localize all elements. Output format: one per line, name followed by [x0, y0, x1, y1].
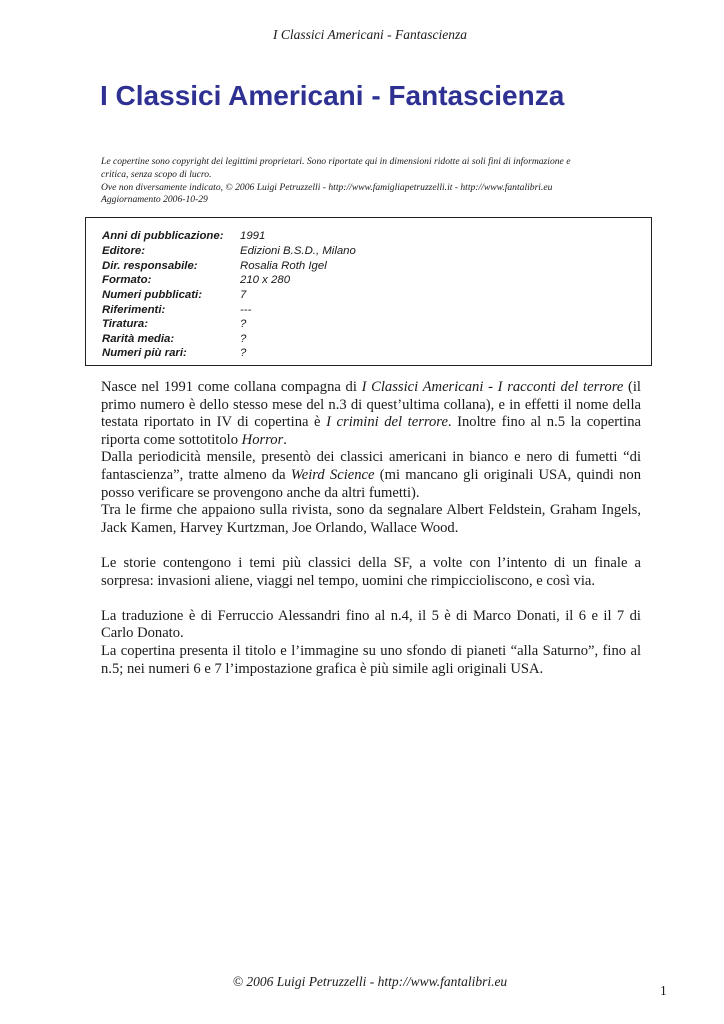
series-title: Weird Science	[290, 466, 375, 483]
info-label: Riferimenti:	[102, 304, 166, 316]
info-value: ?	[240, 318, 247, 330]
info-label: Dir. responsabile:	[102, 260, 198, 272]
page-footer: © 2006 Luigi Petruzzelli - http://www.fantalibri.eu	[232, 974, 508, 989]
page-number: 1	[660, 983, 667, 998]
paragraph-authors: Tra le firme che appaiono sulla rivista, sono da segnalare Albert Feldstein, Graham Ingels, Jack Kamen, Harvey Kurtzman, Joe Orlando, Wallace Wood.	[101, 502, 641, 536]
series-title: I crimini del terrore	[326, 414, 448, 431]
info-label: Editore:	[102, 245, 146, 257]
paragraph-periodicity	[101, 449, 641, 502]
text-run: Nasce nel 1991 come collana compagna di	[101, 379, 362, 395]
info-label: Tiratura:	[102, 318, 148, 330]
publication-info-box	[85, 217, 652, 366]
info-value: Edizioni B.S.D., Milano	[240, 245, 356, 257]
series-title: I Classici Americani - I racconti del terrore	[361, 379, 624, 395]
notice-line: critica, senza scopo di lucro.	[101, 168, 212, 180]
series-title: Horror	[241, 431, 284, 448]
info-label: Numeri più rari:	[102, 347, 187, 359]
text-run: . Inoltre fino al n.5 la copertina riporta come sottotitolo	[101, 414, 641, 448]
info-label: Rarità media:	[102, 333, 175, 345]
notice-line: Ove non diversamente indicato, © 2006 Luigi Petruzzelli - http://www.famigliapetruzzelli.it - http://www.fantalibri.eu	[101, 181, 553, 193]
notice-line: Le copertine sono copyright dei legittimi proprietari. Sono riportate qui in dimensioni ridotte ai soli fini di informazione e	[101, 156, 571, 167]
text-run: (mi mancano gli originali USA, quindi non posso verificare se provengono anche da altri fumetti).	[101, 466, 641, 501]
info-value: 210 x 280	[240, 274, 291, 286]
text-run: (il primo numero è dello stesso mese del n.3 di quest’ultima collana), e in effetti il nome della testata riportato in IV di copertina è	[101, 379, 641, 431]
page-title: I Classici Americani - Fantascienza	[100, 80, 565, 111]
paragraph-cover: La copertina presenta il titolo e l’immagine su uno sfondo di pianeti “alla Saturno”, fino al n.5; nei numeri 6 e 7 l’impostazione grafica è più simile agli originali USA.	[101, 642, 641, 677]
running-header: I Classici Americani - Fantascienza	[273, 27, 467, 42]
copyright-notice	[101, 156, 661, 207]
text-run: Dalla periodicità mensile, presentò dei classici americani in bianco e nero di fumetti “di fantascienza”, tratte almeno da	[101, 449, 641, 483]
info-value: ---	[240, 304, 252, 316]
info-label: Formato:	[102, 274, 152, 286]
info-value: ?	[240, 347, 247, 359]
info-value: 1991	[240, 230, 266, 242]
info-value: ?	[240, 333, 247, 345]
info-label: Anni di pubblicazione:	[102, 230, 224, 242]
article-body	[101, 379, 641, 678]
paragraph-themes: Le storie contengono i temi più classici della SF, a volte con l’intento di un finale a sorpresa: invasioni aliene, viaggi nel tempo, uomini che rimpiccioliscono, e così via.	[101, 554, 641, 589]
info-value: Rosalia Roth Igel	[240, 260, 327, 272]
notice-update-line: Aggiornamento 2006-10-29	[101, 194, 208, 206]
info-label: Numeri pubblicati:	[102, 289, 202, 301]
info-value: 7	[240, 289, 247, 301]
paragraph-origin	[101, 379, 641, 449]
paragraph-translation: La traduzione è di Ferruccio Alessandri fino al n.4, il 5 è di Marco Donati, il 6 e il 7 di Carlo Donato.	[101, 607, 641, 642]
text-run: .	[283, 431, 287, 448]
